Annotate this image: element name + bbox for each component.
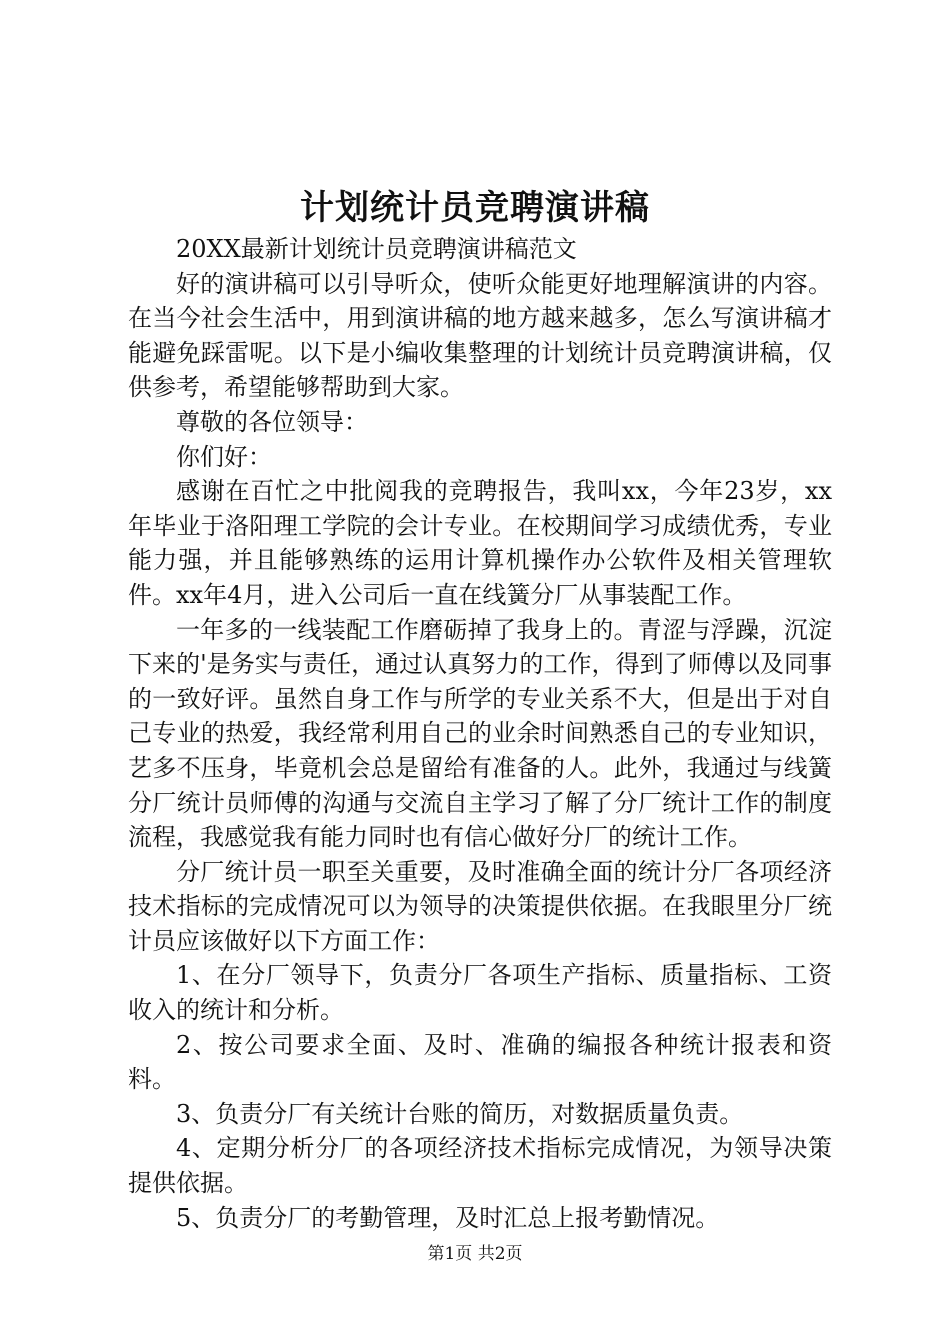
duty-item-5: 5、负责分厂的考勤管理，及时汇总上报考勤情况。 <box>176 1203 720 1232</box>
subtitle-paragraph: 20XX最新计划统计员竞聘演讲稿范文 <box>176 235 577 263</box>
experience-paragraph: 一年多的一线装配工作磨砺掉了我身上的。青涩与浮躁，沉淀下来的'是务实与责任，通过认真努力的工作，得到了师傅以及同事的一致好评。虽然自身工作与所学的专业关系不大，但是出于对自己专业的热爱，我经常利用自己的业余时间熟悉自己的专业知识，艺多不压身，毕竟机会总是留给有准备的人。此外，我通过与线簧分厂统计员师傅的沟通与交流自主学习了解了分厂统计工作的制度流程，我感觉我有能力同时也有信心做好分厂的统计工作。 <box>128 615 832 852</box>
page-number: 第1页 <box>427 1244 473 1264</box>
document-title: 计划统计员竞聘演讲稿 <box>300 188 650 228</box>
duty-item-2: 2、按公司要求全面、及时、准确的编报各种统计报表和资料。 <box>128 1030 832 1094</box>
page-total: 共2页 <box>477 1244 523 1264</box>
intro-paragraph: 好的演讲稿可以引导听众，使听众能更好地理解演讲的内容。在当今社会生活中，用到演讲稿的地方越来越多，怎么写演讲稿才能避免踩雷呢。以下是小编收集整理的计划统计员竞聘演讲稿，仅供参考，希望能够帮助到大家。 <box>128 269 832 402</box>
page-footer <box>0 1242 950 1266</box>
document-body <box>128 232 832 1235</box>
duty-item-3: 3、负责分厂有关统计台账的简历，对数据质量负责。 <box>176 1099 744 1128</box>
duty-item-4: 4、定期分析分厂的各项经济技术指标完成情况，为领导决策提供依据。 <box>128 1134 832 1198</box>
duty-item-1: 1、在分厂领导下，负责分厂各项生产指标、质量指标、工资收入的统计和分析。 <box>128 961 832 1025</box>
role-overview-paragraph: 分厂统计员一职至关重要，及时准确全面的统计分厂各项经济技术指标的完成情况可以为领导的决策提供依据。在我眼里分厂统计员应该做好以下方面工作： <box>128 857 832 955</box>
salutation-paragraph: 尊敬的各位领导： <box>176 407 368 436</box>
greeting-paragraph: 你们好： <box>176 442 272 471</box>
self-introduction-paragraph: 感谢在百忙之中批阅我的竞聘报告，我叫xx，今年23岁，xx年毕业于洛阳理工学院的会计专业。在校期间学习成绩优秀，专业能力强，并且能够熟练的运用计算机操作办公软件及相关管理软件。xx年4月，进入公司后一直在线簧分厂从事装配工作。 <box>128 477 832 609</box>
